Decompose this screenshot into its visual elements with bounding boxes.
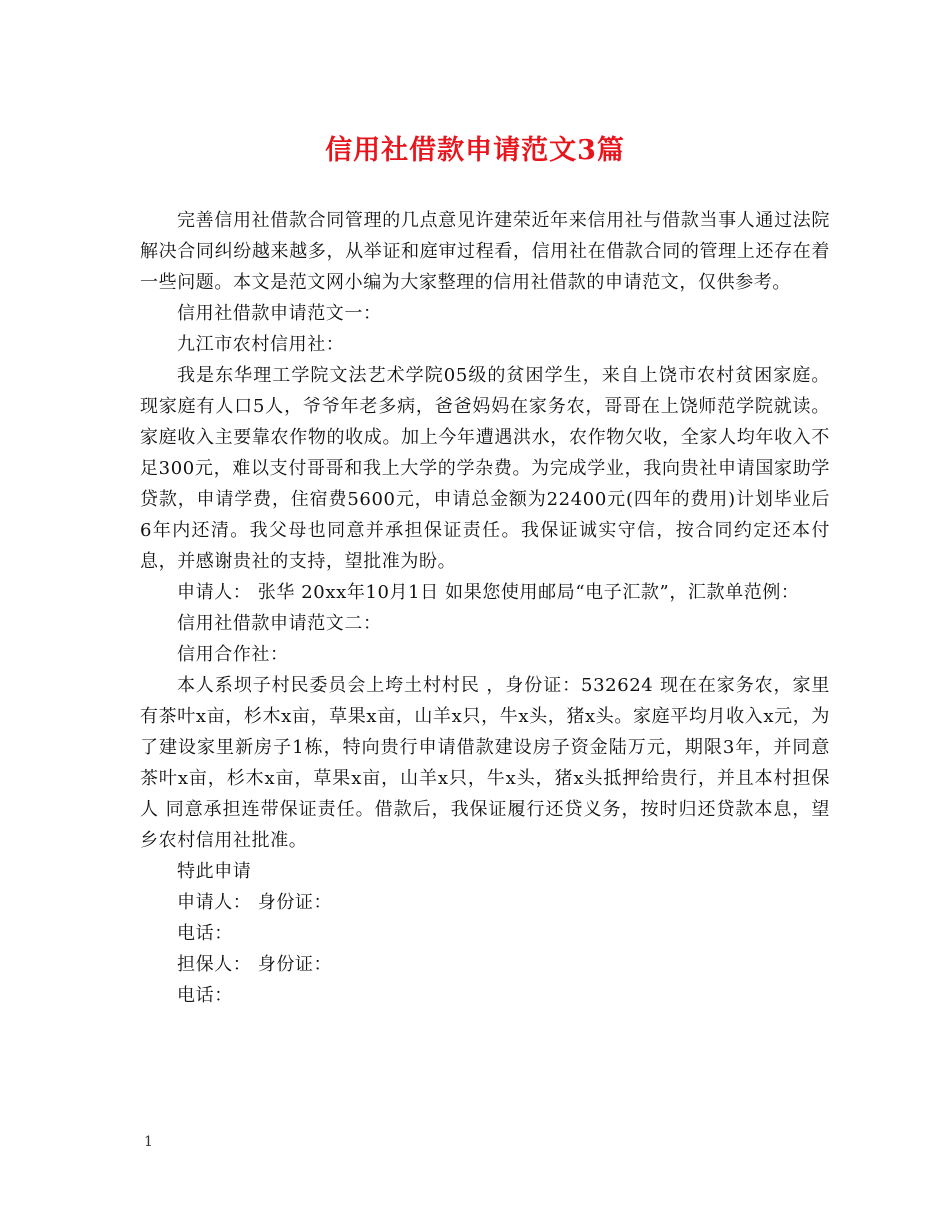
paragraph-recipient-one: 九江市农村信用社： bbox=[177, 334, 345, 355]
page-number: 1 bbox=[144, 1134, 153, 1150]
paragraph-intro: 完善信用社借款合同管理的几点意见许建荣近年来信用社与借款当事人通过法院解决合同纠纷越来越多，从举证和庭审过程看，信用社在借款合同的管理上还存在着一些问题。本文是范文网小编为大家整理的信用社借款的申请范文，仅供参考。 bbox=[140, 210, 830, 293]
paragraph-guarantor-phone: 电话： bbox=[177, 985, 233, 1006]
paragraph-applicant-line-one: 申请人： 张华 20xx年10月1日 如果您使用邮局“电子汇款”，汇款单范例： bbox=[177, 582, 800, 603]
paragraph-closing: 特此申请 bbox=[177, 861, 252, 882]
paragraph-sample-two-body: 本人系坝子村民委员会上垮土村村民 ，身份证：532624 现在在家务农，家里有茶叶x亩，杉木x亩，草果x亩，山羊x只，牛x头，猪x头。家庭平均月收入x元，为了建设家里新房子1栋，特向贵行申请借款建设房子资金陆万元，期限3年，并同意茶叶x亩，杉木x亩，草果x亩，山羊x只，牛x头，猪x头抵押给贵行，并且本村担保人 同意承担连带保证责任。借款后，我保证履行还贷义务，按时归还贷款本息，望乡农村信用社批准。 bbox=[140, 675, 830, 851]
paragraph-sample-one-body: 我是东华理工学院文法艺术学院05级的贫困学生，来自上饶市农村贫困家庭。现家庭有人口5人，爷爷年老多病，爸爸妈妈在家务农，哥哥在上饶师范学院就读。家庭收入主要靠农作物的收成。加上今年遭遇洪水，农作物欠收，全家人均年收入不足300元，难以支付哥哥和我上大学的学杂费。为完成学业，我向贵社申请国家助学贷款，申请学费，住宿费5600元，申请总金额为22400元(四年的费用)计划毕业后6年内还清。我父母也同意并承担保证责任。我保证诚实守信，按合同约定还本付息，并感谢贵社的支持，望批准为盼。 bbox=[140, 365, 830, 572]
paragraph-guarantor-signature: 担保人： 身份证： bbox=[177, 954, 333, 975]
paragraph-applicant-signature: 申请人： 身份证： bbox=[177, 892, 333, 913]
document-title: 信用社借款申请范文3篇 bbox=[325, 135, 625, 166]
document-body bbox=[140, 205, 830, 1011]
paragraph-recipient-two: 信用合作社： bbox=[177, 644, 289, 665]
paragraph-sample-one-heading: 信用社借款申请范文一： bbox=[177, 303, 382, 324]
paragraph-applicant-phone: 电话： bbox=[177, 923, 233, 944]
paragraph-sample-two-heading: 信用社借款申请范文二： bbox=[177, 613, 382, 634]
